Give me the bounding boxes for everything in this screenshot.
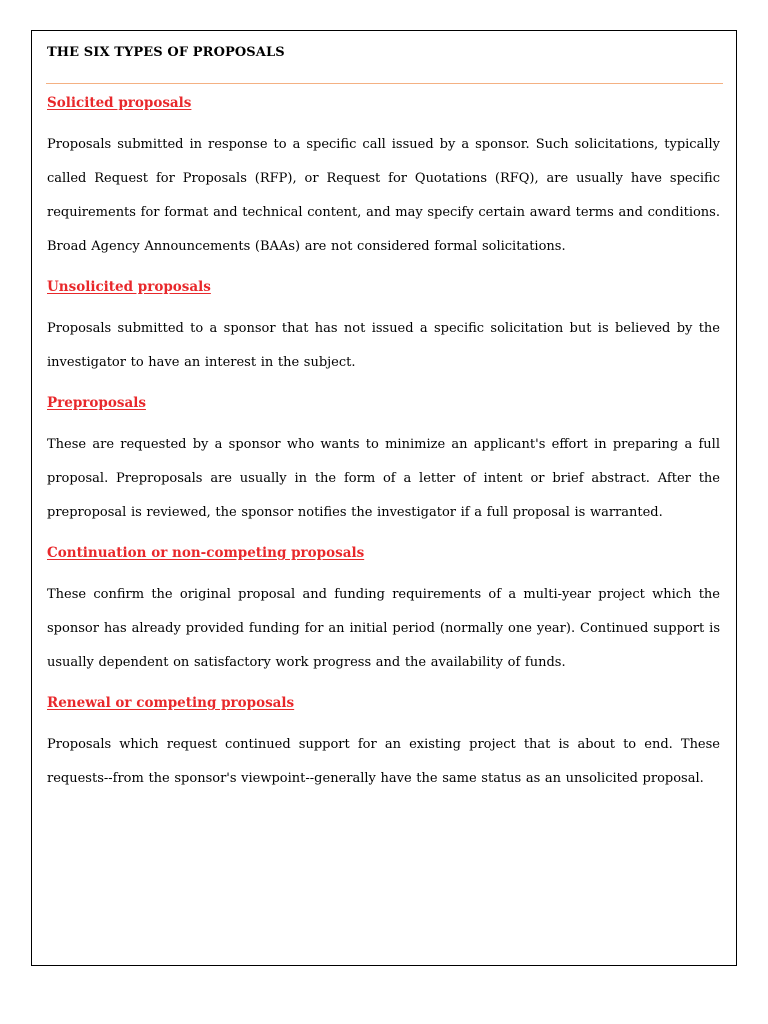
section-heading: Preproposals xyxy=(47,395,146,411)
section-paragraph: Proposals submitted to a sponsor that has not issued a specific solicitation but is believed by the investigator to have an interest in the subject. xyxy=(47,321,720,370)
section-heading: Solicited proposals xyxy=(47,95,192,111)
section-continuation-proposals xyxy=(47,543,720,680)
document-body xyxy=(47,93,720,809)
section-heading: Renewal or competing proposals xyxy=(47,695,295,711)
section-preproposals xyxy=(47,393,720,530)
section-solicited-proposals xyxy=(47,93,720,264)
section-paragraph: Proposals which request continued support for an existing project that is about to end. These requests--from the sponsor's viewpoint--generally have the same status as an unsolicited proposal. xyxy=(47,737,720,786)
section-heading: Unsolicited proposals xyxy=(47,279,211,295)
section-heading: Continuation or non-competing proposals xyxy=(47,545,365,561)
section-paragraph: These confirm the original proposal and funding requirements of a multi-year project which the sponsor has already provided funding for an initial period (normally one year). Continued support is usually dependent on satisfactory work progress and the availability of funds. xyxy=(47,587,720,670)
section-renewal-proposals xyxy=(47,693,720,796)
document-title: THE SIX TYPES OF PROPOSALS xyxy=(47,45,285,60)
title-divider xyxy=(46,83,723,84)
section-paragraph: These are requested by a sponsor who wants to minimize an applicant's effort in preparing a full proposal. Preproposals are usually in the form of a letter of intent or brief abstract. After the preproposal is reviewed, the sponsor notifies the investigator if a full proposal is warranted. xyxy=(47,437,720,520)
section-unsolicited-proposals xyxy=(47,277,720,380)
section-paragraph: Proposals submitted in response to a specific call issued by a sponsor. Such solicitations, typically called Request for Proposals (RFP), or Request for Quotations (RFQ), are usually have specific requirements for format and technical content, and may specify certain award terms and conditions. Broad Agency Announcements (BAAs) are not considered formal solicitations. xyxy=(47,137,720,254)
